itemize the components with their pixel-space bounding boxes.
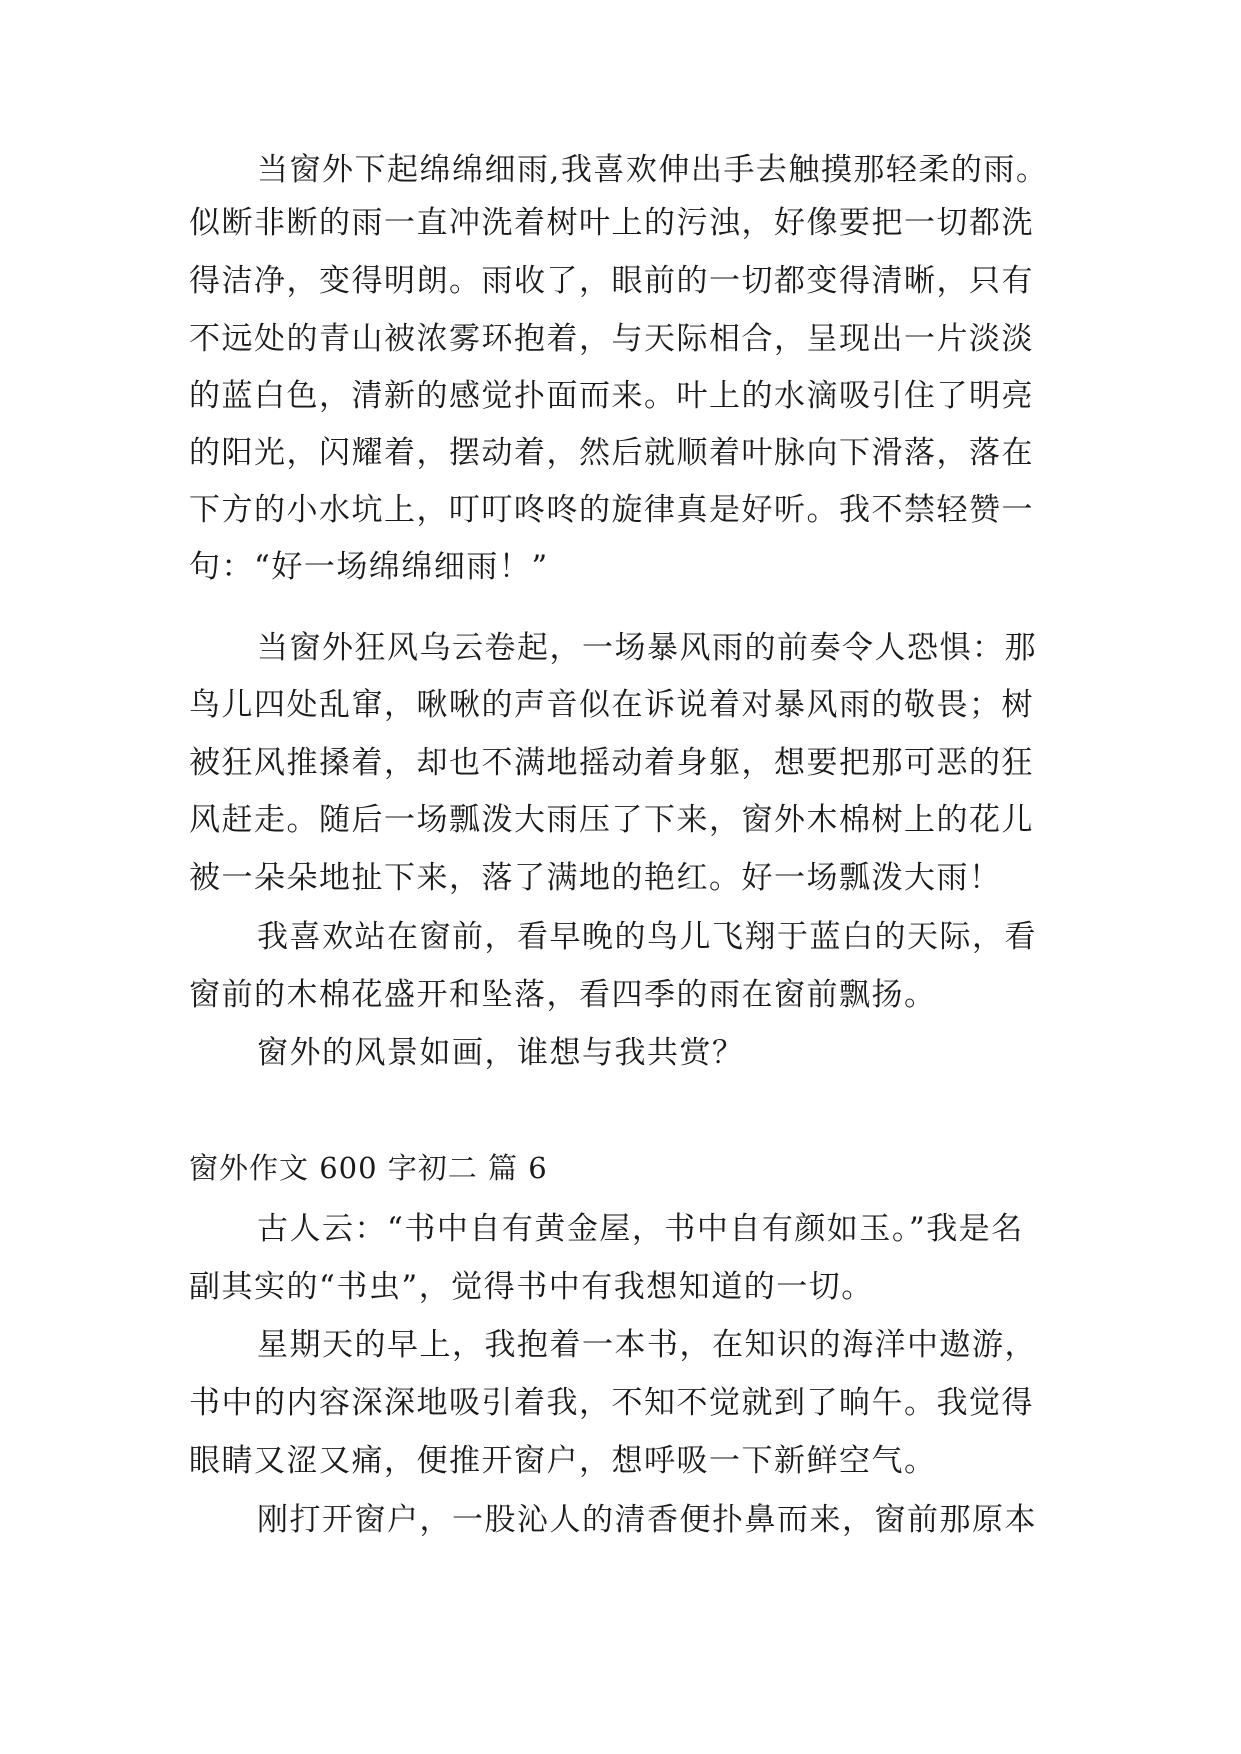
text-line: 的蓝白色，清新的感觉扑面而来。叶上的水滴吸引住了明亮 [189,378,1034,414]
text-line: 的阳光，闪耀着，摆动着，然后就顺着叶脉向下滑落，落在 [189,435,1034,471]
text-line: 似断非断的雨一直冲洗着树叶上的污浊，好像要把一切都洗 [189,205,1034,241]
text-line: 我喜欢站在窗前，看早晚的鸟儿飞翔于蓝白的天际，看 [257,919,1037,955]
text-line: 副其实的“书虫”，觉得书中有我想知道的一切。 [189,1269,874,1305]
text-line: 不远处的青山被浓雾环抱着，与天际相合，呈现出一片淡淡 [189,321,1034,357]
text-line: 当窗外下起绵绵细雨,我喜欢伸出手去触摸那轻柔的雨。 [257,152,1049,188]
text-line: 星期天的早上，我抱着一本书，在知识的海洋中遨游， [257,1327,1037,1363]
text-line: 风赶走。随后一场瓢泼大雨压了下来，窗外木棉树上的花儿 [189,802,1034,838]
text-line: 窗前的木棉花盛开和坠落，看四季的雨在窗前飘扬。 [189,977,937,1013]
text-line: 书中的内容深深地吸引着我，不知不觉就到了晌午。我觉得 [189,1385,1034,1421]
text-line: 得洁净，变得明朗。雨收了，眼前的一切都变得清晰，只有 [189,263,1034,299]
section-heading: 窗外作文 600 字初二 篇 6 [189,1151,548,1185]
text-line: 鸟儿四处乱窜，啾啾的声音似在诉说着对暴风雨的敬畏；树 [189,687,1034,723]
text-line: 被狂风推搡着，却也不满地摇动着身躯，想要把那可恶的狂 [189,745,1034,781]
text-line: 句：“好一场绵绵细雨！” [189,549,549,585]
text-line: 窗外的风景如画，谁想与我共赏？ [257,1035,745,1071]
text-line: 刚打开窗户，一股沁人的清香便扑鼻而来，窗前那原本 [257,1502,1037,1538]
text-line: 眼睛又涩又痛，便推开窗户，想呼吸一下新鲜空气。 [189,1443,937,1479]
text-line: 当窗外狂风乌云卷起，一场暴风雨的前奏令人恐惧：那 [257,630,1037,666]
text-line: 下方的小水坑上，叮叮咚咚的旋律真是好听。我不禁轻赞一 [189,492,1034,528]
text-line: 被一朵朵地扯下来，落了满地的艳红。好一场瓢泼大雨！ [189,860,1002,896]
text-line: 古人云：“书中自有黄金屋，书中自有颜如玉。”我是名 [257,1211,1024,1247]
